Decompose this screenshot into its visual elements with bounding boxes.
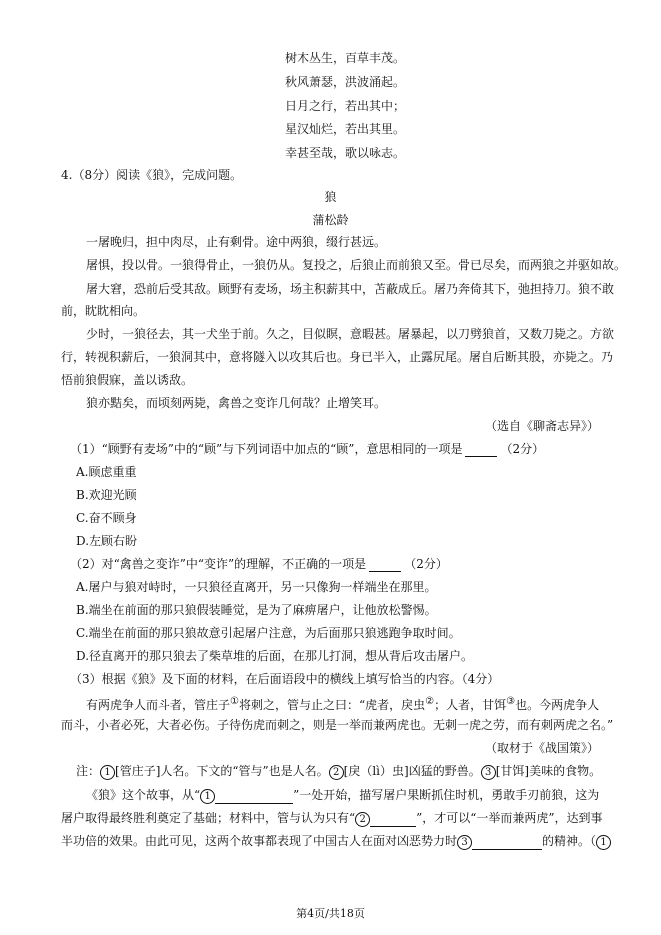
- answer-blank-1[interactable]: [215, 790, 293, 804]
- fill-paragraph-line: [61, 810, 603, 827]
- passage-paragraph: 前，眈眈相向。: [61, 304, 146, 318]
- passage-paragraph: 行，转视积薪后，一狼洞其中，意将隧入以攻其后也。身已半入，止露尻尾。屠自后断其股，亦毙之。乃: [61, 350, 614, 364]
- passage-author: 蒲松龄: [312, 213, 349, 227]
- material-line: [86, 694, 599, 713]
- paragraph-text: 屠户取得最终胜利奠定了基础；材料中，管与认为只有“: [61, 811, 356, 825]
- paragraph-text: ”一处开始，描写屠户果断抓住时机，勇敢手刃前狼，这为: [293, 788, 600, 802]
- material-text: 将刺之，管与止之曰：“虎者，戾虫: [238, 698, 426, 712]
- poem-line: 日月之行，若出其中；: [285, 99, 406, 113]
- circled-number: 2: [329, 765, 344, 780]
- option[interactable]: D.径直离开的那只狼去了柴草堆的后面，在那儿打洞，想从背后攻击屠户。: [76, 649, 474, 663]
- option[interactable]: C.端坐在前面的那只狼故意引起屠户注意，为后面那只狼逃跑争取时间。: [76, 626, 461, 640]
- subquestion-3-stem: （3）根据《狼》及下面的材料，在后面语段中的横线上填写恰当的内容。（4分）: [70, 672, 500, 686]
- circled-number: 1: [596, 835, 611, 850]
- option[interactable]: A.顾虑重重: [76, 465, 137, 479]
- poem-line: 树木丛生，百草丰茂。: [285, 51, 406, 65]
- circled-number: 1: [100, 765, 115, 780]
- note-marker: ③: [506, 696, 516, 707]
- points-label: （2分）: [404, 557, 448, 571]
- passage-paragraph: 悟前狼假寐，盖以诱敌。: [61, 373, 194, 387]
- material-text: 有两虎争人而斗者，管庄子: [86, 698, 231, 712]
- passage-paragraph: 一屠晚归，担中肉尽，止有剩骨。途中两狼，缀行甚远。: [86, 235, 387, 249]
- page-number: 第4页/共18页: [296, 907, 365, 920]
- option[interactable]: D.左顾右盼: [76, 534, 138, 548]
- note-text: [甘饵]美味的食物。: [495, 764, 602, 778]
- note-marker: ②: [425, 696, 435, 707]
- passage-source: （选自《聊斋志异》）: [484, 419, 599, 433]
- note-text: [戾（lì）虫]凶猛的野兽。: [343, 764, 481, 778]
- subquestion-1-stem: [70, 441, 544, 457]
- circled-number: 3: [481, 765, 496, 780]
- answer-blank-2[interactable]: [370, 813, 416, 827]
- answer-blank-3[interactable]: [472, 836, 542, 850]
- note-marker: ①: [230, 696, 239, 707]
- paragraph-text: 的精神。（: [542, 834, 597, 848]
- points-label: （2分）: [500, 442, 545, 456]
- circled-number: 3: [457, 835, 472, 850]
- notes-label: 注：: [76, 764, 101, 778]
- poem-line: 星汉灿烂，若出其里。: [285, 122, 406, 136]
- question-header: 4.（8分）阅读《狼》，完成问题。: [61, 168, 243, 182]
- answer-blank[interactable]: [465, 443, 497, 457]
- material-line: 而斗，小者必死，大者必伤。子待伤虎而刺之，则是一举而兼两虎也。无刺一虎之劳，而有刺两虎之名。”: [61, 718, 614, 732]
- material-text: ；人者，甘饵: [434, 698, 507, 712]
- passage-paragraph: 狼亦黠矣，而顷刻两毙，禽兽之变诈几何哉？止增笑耳。: [86, 396, 387, 410]
- subquestion-stem-text: （2）对“禽兽之变诈”中“变诈”的理解，不正确的一项是: [70, 557, 367, 571]
- poem-line: 幸甚至哉，歌以咏志。: [285, 146, 406, 160]
- material-source: （取材于《战国策》）: [484, 741, 599, 755]
- paragraph-text: 半功倍的效果。由此可见，这两个故事都表现了中国古人在面对凶恶势力时: [61, 834, 458, 848]
- passage-paragraph: 屠大窘，恐前后受其敌。顾野有麦场，场主积薪其中，苫蔽成丘。屠乃奔倚其下，弛担持刀。狼不敢: [86, 282, 615, 296]
- answer-blank[interactable]: [369, 558, 401, 572]
- circled-number: 2: [355, 812, 370, 827]
- option[interactable]: A.屠户与狼对峙时，一只狼径直离开，另一只像狗一样端坐在那里。: [76, 580, 437, 594]
- fill-paragraph-line: [61, 833, 611, 850]
- circled-number: 1: [200, 789, 215, 804]
- option[interactable]: B.端坐在前面的那只狼假装睡觉，是为了麻痹屠户，让他放松警惕。: [76, 603, 437, 617]
- fill-paragraph-line: [86, 787, 599, 804]
- notes-line: [76, 763, 601, 780]
- subquestion-stem-text: （1）“顾野有麦场”中的“顾”与下列词语中加点的“顾”，意思相同的一项是: [70, 442, 463, 456]
- paragraph-text: 《狼》这个故事，从“: [86, 788, 201, 802]
- material-text: 也。今两虎争人: [515, 698, 600, 712]
- note-text: [管庄子]人名。下文的“管与”也是人名。: [115, 764, 329, 778]
- poem-line: 秋风萧瑟，洪波涌起。: [285, 75, 406, 89]
- paragraph-text: ”，才可以“一举而兼两虎”，达到事: [416, 811, 603, 825]
- option[interactable]: B.欢迎光顾: [76, 488, 137, 502]
- passage-title: 狼: [324, 190, 337, 204]
- passage-paragraph: 屠惧，投以骨。一狼得骨止，一狼仍从。复投之，后狼止而前狼又至。骨已尽矣，而两狼之并驱如故。: [86, 258, 627, 272]
- option[interactable]: C.奋不顾身: [76, 511, 137, 525]
- passage-paragraph: 少时，一狼径去，其一犬坐于前。久之，目似瞑，意暇甚。屠暴起，以刀劈狼首，又数刀毙之。方欲: [86, 327, 615, 341]
- subquestion-2-stem: [70, 556, 448, 572]
